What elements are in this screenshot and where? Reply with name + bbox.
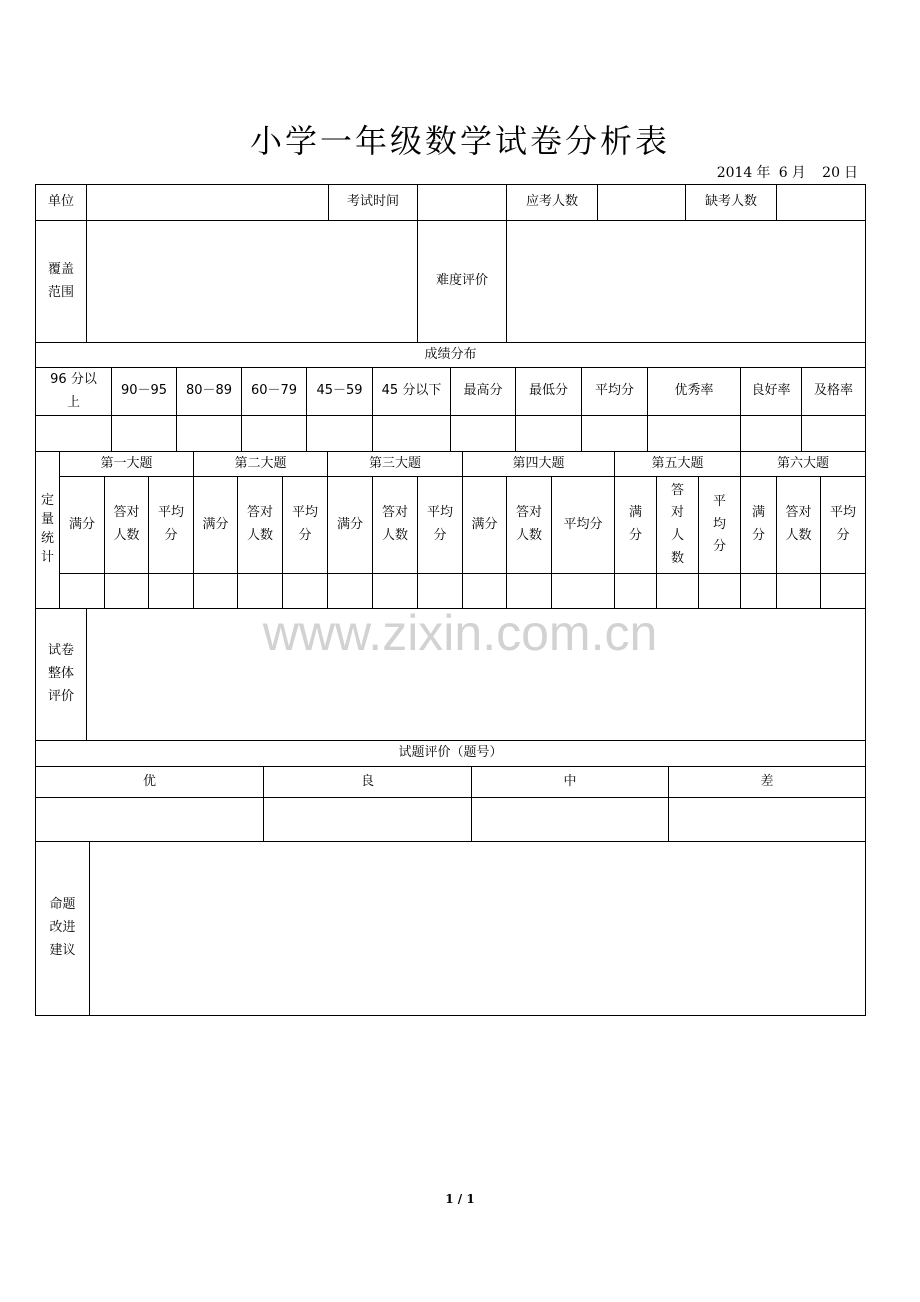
watermark: www.zixin.com.cn: [262, 605, 658, 661]
exam-time-input[interactable]: [417, 184, 507, 221]
grade-header-3: 中: [471, 766, 669, 798]
quant-sub-header-13: 满 分: [614, 476, 657, 574]
quant-sub-header-7: 满分: [327, 476, 373, 574]
score-cell-9[interactable]: [581, 415, 648, 452]
section-header-4: 第四大题: [462, 451, 615, 477]
score-header-9: 平均分: [581, 367, 648, 416]
quant-sub-header-10: 满分: [462, 476, 507, 574]
quant-sub-header-4: 满分: [193, 476, 238, 574]
score-cell-4[interactable]: [241, 415, 307, 452]
difficulty-label: 难度评价: [417, 220, 507, 343]
score-cell-7[interactable]: [450, 415, 516, 452]
section-header-5: 第五大题: [614, 451, 741, 477]
coverage-input[interactable]: [86, 220, 418, 343]
grade-header-4: 差: [668, 766, 866, 798]
score-header-8: 最低分: [515, 367, 582, 416]
date-day: 20: [822, 165, 840, 181]
quant-sub-header-2: 答对 人数: [104, 476, 149, 574]
grade-cell-2[interactable]: [263, 797, 472, 842]
score-cell-10[interactable]: [647, 415, 741, 452]
quant-sub-header-6: 平均 分: [282, 476, 328, 574]
quant-sub-header-16: 满 分: [740, 476, 777, 574]
grade-header-1: 优: [35, 766, 264, 798]
date-year-unit: 年: [756, 165, 771, 181]
score-cell-12[interactable]: [801, 415, 866, 452]
item-eval-title: 试题评价（题号）: [35, 740, 866, 767]
coverage-label: 覆盖 范围: [35, 220, 87, 343]
score-cell-3[interactable]: [176, 415, 242, 452]
quant-sub-header-1: 满分: [59, 476, 105, 574]
date-month: 6: [778, 165, 788, 181]
score-header-7: 最高分: [450, 367, 516, 416]
score-cell-6[interactable]: [372, 415, 451, 452]
quant-sub-header-3: 平均 分: [148, 476, 194, 574]
score-cell-2[interactable]: [111, 415, 177, 452]
section-header-6: 第六大题: [740, 451, 866, 477]
score-header-1: 96 分以 上: [35, 367, 112, 416]
score-distribution-title: 成绩分布: [35, 342, 866, 368]
quant-sub-header-14: 答 对 人 数: [656, 476, 699, 574]
exam-time-label: 考试时间: [328, 184, 418, 221]
quant-sub-header-5: 答对 人数: [237, 476, 283, 574]
score-header-6: 45 分以下: [372, 367, 451, 416]
score-header-10: 优秀率: [647, 367, 741, 416]
grade-cell-3[interactable]: [471, 797, 669, 842]
date-month-unit: 月: [791, 165, 806, 181]
score-cell-11[interactable]: [740, 415, 802, 452]
expected-count-label: 应考人数: [506, 184, 598, 221]
quant-sub-header-12: 平均分: [551, 476, 615, 574]
section-header-2: 第二大题: [193, 451, 328, 477]
document-date: [713, 162, 858, 182]
score-header-3: 80－89: [176, 367, 242, 416]
absent-count-label: 缺考人数: [685, 184, 777, 221]
score-header-11: 良好率: [740, 367, 802, 416]
document-title: 小学一年级数学试卷分析表: [249, 122, 670, 160]
score-header-4: 60－79: [241, 367, 307, 416]
suggestion-label: 命题 改进 建议: [35, 841, 90, 1016]
quant-stat-label: 定 量 统 计: [35, 451, 60, 609]
score-header-12: 及格率: [801, 367, 866, 416]
score-cell-1[interactable]: [35, 415, 112, 452]
quant-sub-header-8: 答对 人数: [372, 476, 418, 574]
date-day-unit: 日: [844, 165, 858, 181]
quant-sub-header-11: 答对 人数: [506, 476, 552, 574]
expected-count-input[interactable]: [597, 184, 686, 221]
suggestion-input[interactable]: [89, 841, 866, 1016]
quant-sub-header-18: 平均 分: [820, 476, 866, 574]
section-header-3: 第三大题: [327, 451, 463, 477]
grade-header-2: 良: [263, 766, 472, 798]
quant-sub-header-15: 平 均 分: [698, 476, 741, 574]
score-header-5: 45－59: [306, 367, 373, 416]
unit-input[interactable]: [86, 184, 329, 221]
grade-cell-1[interactable]: [35, 797, 264, 842]
score-cell-8[interactable]: [515, 415, 582, 452]
quant-sub-header-9: 平均 分: [417, 476, 463, 574]
score-cell-5[interactable]: [306, 415, 373, 452]
page-number: 1 / 1: [445, 1192, 475, 1206]
grade-cell-4[interactable]: [668, 797, 866, 842]
date-year: 2014: [716, 165, 753, 181]
section-header-1: 第一大题: [59, 451, 194, 477]
unit-label: 单位: [35, 184, 87, 221]
absent-count-input[interactable]: [776, 184, 866, 221]
overall-eval-label: 试卷 整体 评价: [35, 608, 87, 741]
quant-sub-header-17: 答对 人数: [776, 476, 821, 574]
difficulty-input[interactable]: [506, 220, 866, 343]
score-header-2: 90－95: [111, 367, 177, 416]
